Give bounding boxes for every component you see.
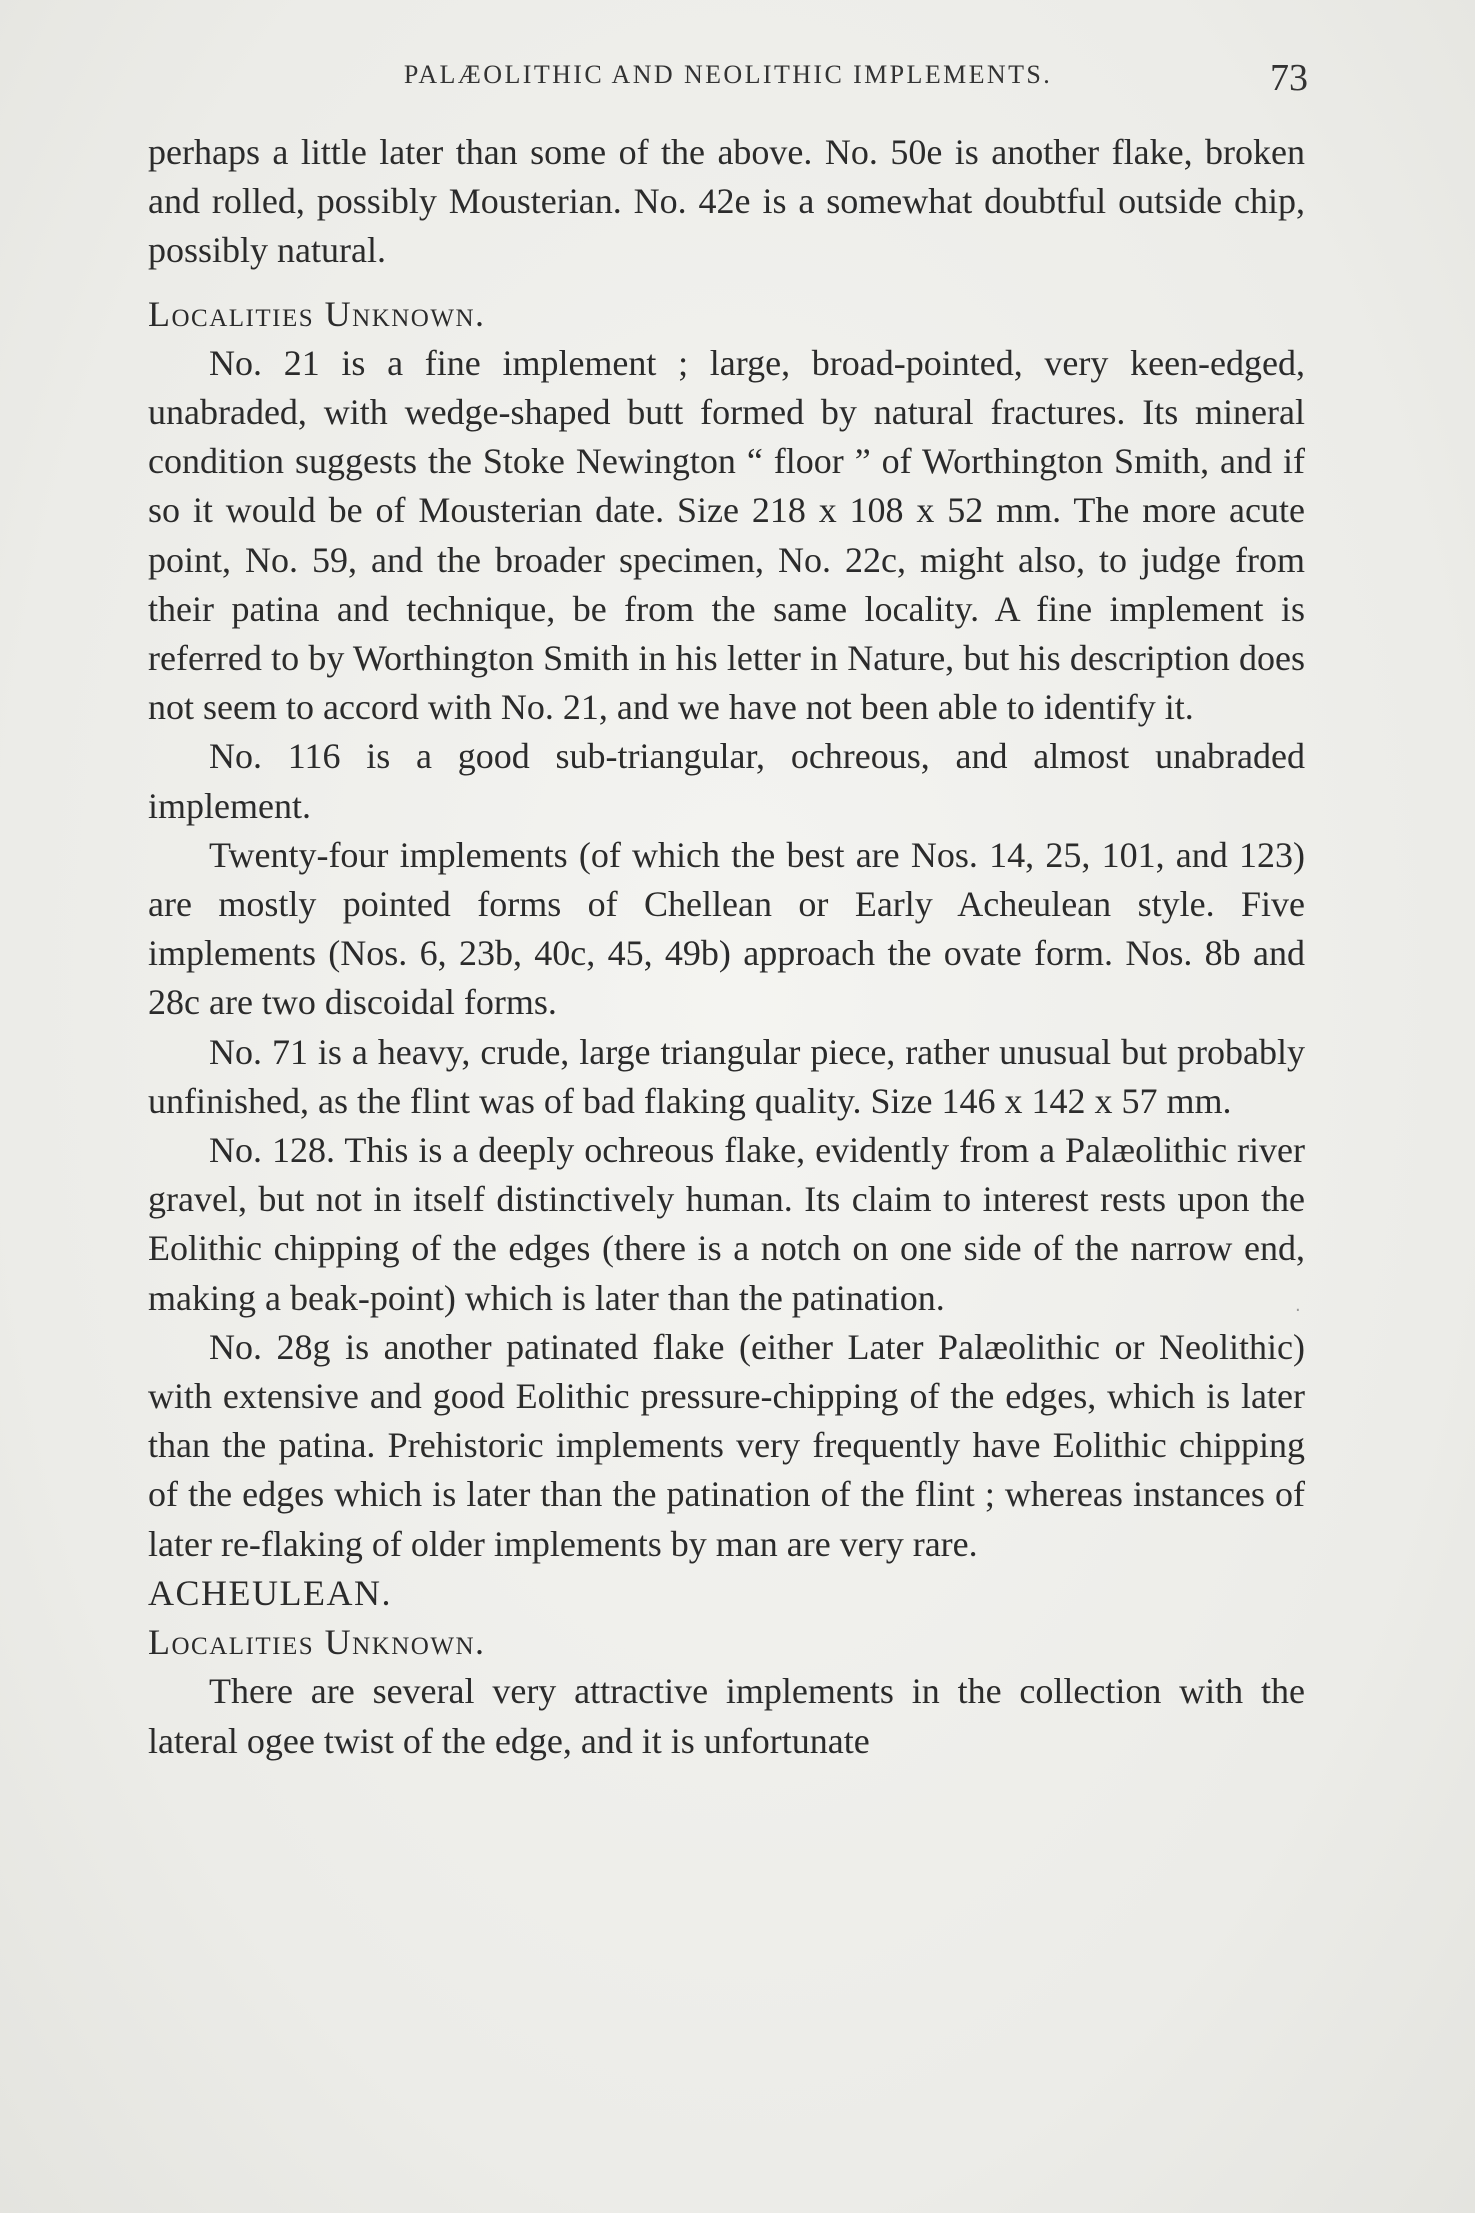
paragraph: No. 21 is a fine implement ; large, broad-pointed, very keen-edged, unabraded, with wedge-shaped butt formed by natural fractures. Its mineral condition suggests the Stoke Newington “ floor ” of Worthington Smith, and if so it would be of Mousterian date. Size 218 x 108 x 52 mm. The more acute point, No. 59, and the broader specimen, No. 22c, might also, to judge from their patina and technique, be from the same locality. A fine implement is referred to by Worthington Smith in his letter in Nature, but his description does not seem to accord with No. 21, and we have not been able to identify it. <box>148 342 1305 728</box>
paragraph: No. 28g is another patinated flake (either Later Palæolithic or Neolithic) with extensive and good Eolithic pressure-chipping of the edges, which is later than the patina. Prehistoric implements very frequently have Eolithic chipping of the edges which is later than the patination of the flint ; whereas instances of later re-flaking of older implements by man are very rare. <box>148 1326 1305 1564</box>
paragraph: No. 116 is a good sub-triangular, ochreous, and almost unabraded implement. <box>148 736 1305 826</box>
section-title: ACHEULEAN. <box>148 1572 392 1613</box>
locality-heading: Localities Unknown. <box>148 1622 486 1663</box>
locality-heading: Localities Unknown. <box>148 293 486 334</box>
paragraph: Twenty-four implements (of which the best are Nos. 14, 25, 101, and 123) are mostly pointed forms of Chellean or Early Acheulean style. Five implements (Nos. 6, 23b, 40c, 45, 49b) approach the ovate form. Nos. 8b and 28c are two discoidal forms. <box>148 834 1305 1023</box>
paragraph: No. 128. This is a deeply ochreous flake, evidently from a Palæolithic river gravel, but not in itself distinctively human. Its claim to interest rests upon the Eolithic chipping of the edges (there is a notch on one side of the narrow end, making a beak-point) which is later than the patination. <box>148 1130 1305 1318</box>
paragraph: perhaps a little later than some of the above. No. 50e is another flake, broken and rolled, possibly Mousterian. No. 42e is a somewhat doubtful outside chip, possibly natural. <box>148 132 1305 271</box>
paragraph: There are several very attractive implements in the collection with the lateral ogee twist of the edge, and it is unfortunate <box>148 1671 1305 1761</box>
paragraph: No. 71 is a heavy, crude, large triangular piece, rather unusual but probably unfinished, as the flint was of bad flaking quality. Size 146 x 142 x 57 mm. <box>148 1031 1305 1121</box>
page-body <box>148 128 1305 1766</box>
ink-blemish-icon: · <box>1295 1300 1301 1321</box>
page-number: 73 <box>1270 57 1308 99</box>
running-head: PALÆOLITHIC AND NEOLITHIC IMPLEMENTS. <box>403 60 1053 89</box>
page-header <box>148 56 1308 116</box>
